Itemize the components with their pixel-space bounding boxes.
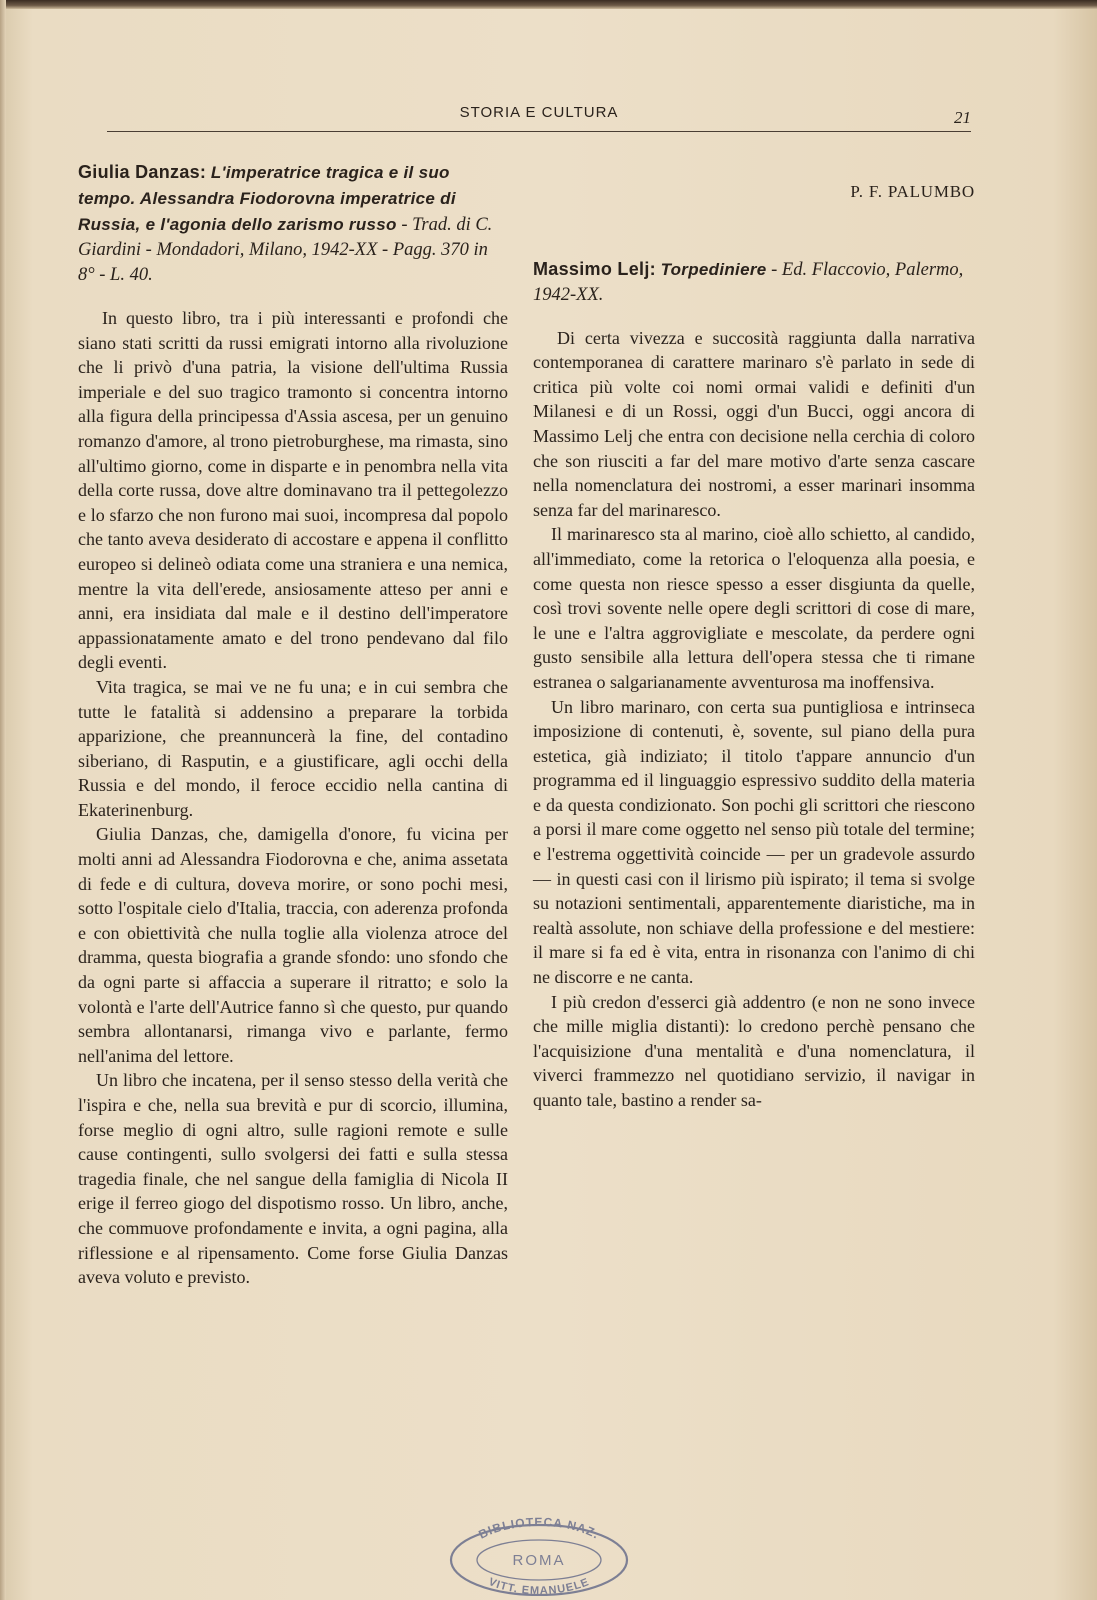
running-header (107, 102, 971, 130)
header-rule (107, 131, 971, 132)
review1-paragraph: Giulia Danzas, che, damigella d'onore, fu vicina per molti anni ad Alessandra Fiodorovna e che, anima assetata di fede e di cultura, doveva morire, or sono pochi mesi, sotto l'ospitale cielo d'Italia, traccia, con aderenza profonda e con obiettività che nulla toglie alla violenza atroce del dramma, questa biografia a grande sfondo: uno sfondo che da ogni parte si affaccia a superare il ritratto; e solo la volontà e l'arte dell'Autrice fanno sì che questo, pur quando sembra allontanarsi, rimanga vivo e parlante, fermo nell'anima del lettore. (78, 824, 508, 1066)
page-left-edge (0, 0, 6, 1600)
review2-paragraph: Il marinaresco sta al marino, cioè allo schietto, al candido, all'immediato, come la retorica o l'eloquenza alla poesia, e come questa non riesce spesso a esser disgiunta da quelle, così trovi sovente nelle opere degli scrittori di cose di mare, le une e l'altra aggrovigliate e mescolate, da perdere ogni gusto sensibile alla lettura dell'opera stessa che ti rimane estranea o salgarianamente avventurosa ma inoffensiva. (533, 524, 975, 692)
review1-paragraph: Vita tragica, se mai ve ne fu una; e in cui sembra che tutte le fatalità si addensino a preparare la torbida apparizione, che preannuncerà la fine, del contadino siberiano, di Rasputin, e a giustificare, agli occhi della Russia e del mondo, il feroce eccidio nella cantina di Ekaterinenburg. (78, 676, 508, 820)
review1-heading (78, 160, 508, 288)
review2-author: Massimo Lelj: (533, 258, 656, 279)
right-column (533, 160, 975, 1113)
review2-heading (533, 257, 975, 308)
review-separator (533, 205, 975, 257)
left-column (78, 160, 508, 1290)
stamp-top-text: BIBLIOTECA NAZ. (476, 1514, 603, 1542)
review2-title: Torpediniere (660, 259, 767, 279)
review1-author: Giulia Danzas: (78, 162, 207, 182)
stamp-bottom-text: VITT. EMANUELE (486, 1575, 592, 1596)
review2-publication: - Ed. Flaccovio, Palermo, 1942-XX. (533, 259, 964, 305)
review1-title: L'imperatrice tragica e il suo tempo. Alessandra Fiodorovna imperatrice di Russia, e l'agonia dello zarismo russo (78, 163, 456, 234)
review1-signature: P. F. PALUMBO (850, 182, 975, 201)
page-top-edge (0, 0, 1097, 9)
review1-paragraph: Un libro che incatena, per il senso stesso della verità che l'ispira e che, nella sua brevità e pur di scorcio, illumina, forse meglio di ogni altro, sulle ragioni remote e sulle cause contingenti, sullo svolgersi dei fatti e sulla stessa tragedia finale, che nel sangue della famiglia di Nicola II erige il ferreo giogo del dispotismo rosso. Un libro, anche, che commuove profondamente e invita, a ogni pagina, alla riflessione e al ripensamento. Come forse Giulia Danzas aveva voluto e previsto. (78, 1070, 508, 1288)
stamp-middle-text: ROMA (512, 1552, 566, 1569)
page-number: 21 (954, 108, 971, 127)
review2-paragraph: Di certa vivezza e succosità raggiunta dalla narrativa contemporanea di carattere marinaro s'è parlato in sede di critica più volte coi nomi ormai validi e definiti d'un Milanesi e di un Rossi, oggi d'un Bucci, oggi ancora di Massimo Lelj che entra con decisione nella cerchia di coloro che son riusciti a far del mare motivo d'arte senza cascare nella nomenclatura dei nostromi, a esser marinari insomma senza far del marinaresco. (533, 327, 975, 520)
running-title: STORIA E CULTURA (459, 104, 619, 121)
review1-publication: - Trad. di C. Giardini - Mondadori, Milano, 1942-XX - Pagg. 370 in 8° - L. 40. (78, 215, 493, 285)
review1-paragraph: In questo libro, tra i più interessanti e profondi che siano stati scritti da russi emigrati intorno alla rivoluzione che li privò d'una patria, la visione dell'ultima Russia imperiale e del suo tragico tramonto si concentra intorno alla figura della principessa d'Assia ascesa, per un genuino romanzo d'amore, al trono pietroburghese, ma rimasta, sino all'ultimo giorno, come in disparte e in penombra nella vita della corte russa, dove altre dominavano tra il pettegolezzo e lo sfarzo che non furono mai suoi, incompresa dal popolo che tanto aveva desiderato di accostare e appena il conflitto europeo si delineò odiata come una straniera e una nemica, mentre la vita dell'erede, ansiosamente atteso per anni e anni, era insidiata dal male e il destino dell'imperatore appassionatamente amato e del trono pendevano dal filo degli eventi. (78, 308, 508, 673)
library-stamp (444, 1514, 634, 1596)
review2-paragraph: Un libro marinaro, con certa sua puntigliosa e intrinseca imposizione di contenuti, è, sovente, sul piano della pura estetica, già indiziato; il titolo t'appare annuncio d'un programma ed il linguaggio espressivo suddito della materia e da questa condizionato. Son pochi gli scrittori che riescono a porsi il mare come oggetto nel senso più totale del termine; e l'estrema oggettività coincide — per un gradevole assurdo — in questi casi con il lirismo più ispirato; il tema si svolge su notazioni sentimentali, apparentemente diaristiche, ma in realtà assolute, non schiave della professione e del mestiere: il mare si fa ed è vita, entra in risonanza con l'animo di chi ne discorre e ne canta. (533, 696, 975, 988)
review2-paragraph: I più credon d'esserci già addentro (e non ne sono invece che mille miglia distanti): lo credono perchè pensano che l'acquisizione d'una mentalità e d'una nomenclatura, il viverci frammezzo nel quotidiano servizio, il navigar in quanto tale, bastino a render sa- (533, 991, 975, 1110)
